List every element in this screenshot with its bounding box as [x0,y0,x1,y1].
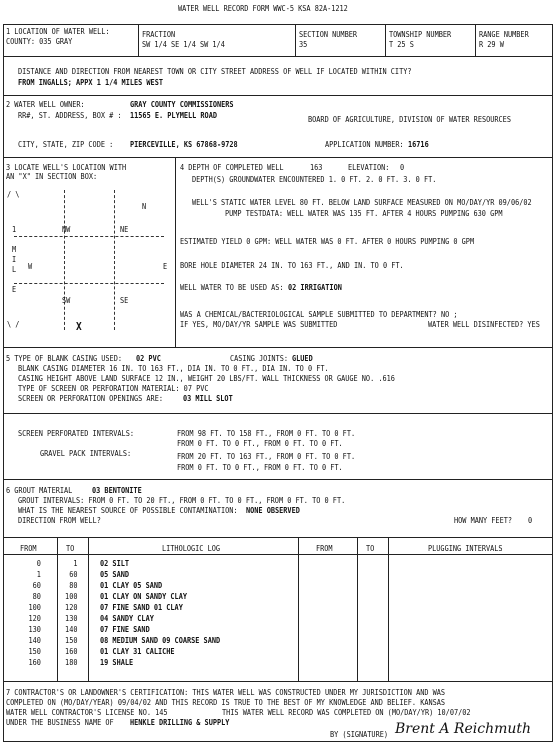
screen-type-line: TYPE OF SCREEN OR PERFORATION MATERIAL: 07 PVC [18,384,209,393]
log-header-lithologic: LITHOLOGIC LOG [162,544,220,553]
log-from: 130 [28,625,41,634]
locate-label: 3 LOCATE WELL'S LOCATION WITH [6,163,127,172]
address-label: RR#, ST. ADDRESS, BOX # : [18,111,122,120]
sw-label: SW [62,296,71,305]
yield-line: ESTIMATED YIELD 0 GPM: WELL WATER WAS 0 FT. AFTER 0 HOURS PUMPING 0 GPM [180,237,475,246]
fraction-label: FRACTION [142,30,176,39]
ne-label: NE [120,225,129,234]
log-desc: 05 SAND [100,570,129,579]
log-to: 130 [65,614,78,623]
log-desc: 04 SANDY CLAY [100,614,154,623]
log-header-from-2: FROM [316,544,333,553]
mile-m: M [12,245,17,254]
section-value: 35 [299,40,308,49]
grout-label: 6 GROUT MATERIAL [6,486,73,495]
certification-line-1: 7 CONTRACTOR'S OR LANDOWNER'S CERTIFICATION: THIS WATER WELL WAS CONSTRUCTED UNDER MY JURISDICTION AND WAS [6,688,446,697]
business-name-value: HENKLE DRILLING & SUPPLY [130,718,230,727]
use-value: 02 IRRIGATION [288,283,342,292]
log-to: 150 [65,636,78,645]
log-to: 1 [73,559,78,568]
groundwater-line: DEPTH(S) GROUNDWATER ENCOUNTERED 1. 0 FT. 2. 0 FT. 3. 0 FT. [192,175,437,184]
openings-value: 03 MILL SLOT [183,394,233,403]
log-desc: 07 FINE SAND 01 CLAY [100,603,183,612]
log-desc: 07 FINE SAND [100,625,150,634]
log-header-plugging: PLUGGING INTERVALS [428,544,503,553]
application-value: 16716 [408,140,429,149]
casing-diameter-line: BLANK CASING DIAMETER 16 IN. TO 163 FT., DIA IN. TO 0 FT., DIA IN. TO 0 FT. [18,364,329,373]
locate-label-2: AN "X" IN SECTION BOX: [6,172,98,181]
log-header-to-2: TO [366,544,375,553]
township-value: T 25 S [389,40,414,49]
contamination-label: WHAT IS THE NEAREST SOURCE OF POSSIBLE CONTAMINATION: [18,506,238,515]
mile-i: I [12,255,17,264]
log-desc: 01 CLAY 31 CALICHE [100,647,175,656]
log-desc: 01 CLAY 05 SAND [100,581,163,590]
log-desc: 08 MEDIUM SAND 09 COARSE SAND [100,636,221,645]
how-many-feet-value: 0 [528,516,533,525]
mile-e: E [12,285,17,294]
owner-value: GRAY COUNTY COMMISSIONERS [130,100,234,109]
contamination-value: NONE OBSERVED [246,506,300,515]
pump-test-line: PUMP TESTDATA: WELL WATER WAS 135 FT. AFTER 4 HOURS PUMPING 630 GPM [225,209,503,218]
screen-intervals-label: SCREEN PERFORATED INTERVALS: [18,429,134,438]
log-from: 150 [28,647,41,656]
owner-label: 2 WATER WELL OWNER: [6,100,85,109]
log-to: 60 [69,570,78,579]
log-from: 60 [32,581,41,590]
gravel-interval-row: FROM 0 FT. TO 0 FT., FROM 0 FT. TO 0 FT. [177,463,343,472]
mile-l: L [12,265,17,274]
township-label: TOWNSHIP NUMBER [389,30,452,39]
log-from: 80 [32,592,41,601]
joints-value: GLUED [292,354,313,363]
board-label: BOARD OF AGRICULTURE, DIVISION OF WATER RESOURCES [308,115,511,124]
direction-label: DIRECTION FROM WELL? [18,516,101,525]
se-label: SE [120,296,129,305]
how-many-feet-label: HOW MANY FEET? [454,516,512,525]
nw-label: NW [62,225,71,234]
screen-interval-row: FROM 0 FT. TO 0 FT., FROM 0 FT. TO 0 FT. [177,439,343,448]
county-value: COUNTY: 035 GRAY [6,37,73,46]
elevation-value: 0 [400,163,405,172]
range-value: R 29 W [479,40,504,49]
license-line: WATER WELL CONTRACTOR'S LICENSE NO. 145 [6,708,168,717]
address-value: 11565 E. PLYMELL ROAD [130,111,217,120]
use-label: WELL WATER TO BE USED AS: [180,283,284,292]
east-label: E [163,262,168,271]
log-header-to: TO [66,544,75,553]
signature: Brent A Reichmuth [395,721,532,737]
joints-label: CASING JOINTS: [230,354,288,363]
log-to: 100 [65,592,78,601]
casing-height-line: CASING HEIGHT ABOVE LAND SURFACE 12 IN., WEIGHT 20 LBS/FT. WALL THICKNESS OR GAUGE NO. .616 [18,374,395,383]
gravel-intervals-label: GRAVEL PACK INTERVALS: [40,449,132,458]
north-mark: N [142,202,147,211]
well-location-x: X [76,320,82,333]
range-label: RANGE NUMBER [479,30,529,39]
distance-value: FROM INGALLS; APPX 1 1/4 MILES WEST [18,78,163,87]
depth-label: 4 DEPTH OF COMPLETED WELL [180,163,284,172]
log-from: 140 [28,636,41,645]
location-label: 1 LOCATION OF WATER WELL: [6,27,110,36]
log-from: 1 [36,570,41,579]
form-title: WATER WELL RECORD FORM WWC-5 KSA 82A-1212 [178,4,348,13]
grout-intervals-line: GROUT INTERVALS: FROM 0 FT. TO 20 FT., FROM 0 FT. TO 0 FT., FROM 0 FT. TO 0 FT. [18,496,346,505]
log-desc: 19 SHALE [100,658,134,667]
chem-sample-line: WAS A CHEMICAL/BACTERIOLOGICAL SAMPLE SUBMITTED TO DEPARTMENT? NO ; [180,310,458,319]
form-border [3,24,553,742]
distance-label: DISTANCE AND DIRECTION FROM NEAREST TOWN OR CITY STREET ADDRESS OF WELL IF LOCATED WITHIN CITY? [18,67,412,76]
disinfected-line: WATER WELL DISINFECTED? YES [428,320,540,329]
business-name-label: UNDER THE BUSINESS NAME OF [6,718,114,727]
log-from: 120 [28,614,41,623]
log-to: 160 [65,647,78,656]
city-value: PIERCEVILLE, KS 67868-9728 [130,140,238,149]
elevation-label: ELEVATION: [348,163,390,172]
log-desc: 02 SILT [100,559,129,568]
log-to: 120 [65,603,78,612]
log-from: 160 [28,658,41,667]
bore-line: BORE HOLE DIAMETER 24 IN. TO 163 FT., AND IN. TO 0 FT. [180,261,404,270]
mile-1: 1 [12,225,17,234]
log-desc: 01 CLAY ON SANDY CLAY [100,592,187,601]
log-to: 180 [65,658,78,667]
log-from: 100 [28,603,41,612]
casing-value: 02 PVC [136,354,161,363]
certification-line-2: COMPLETED ON (MO/DAY/YEAR) 09/04/02 AND THIS RECORD IS TRUE TO THE BEST OF MY KNOWLEDGE AND BELIEF. KANSAS [6,698,446,707]
west-label: W [28,262,33,271]
log-from: 0 [36,559,41,568]
openings-label: SCREEN OR PERFORATION OPENINGS ARE: [18,394,163,403]
log-to: 140 [65,625,78,634]
section-box [14,190,164,333]
signature-label: BY (SIGNATURE) [330,730,388,739]
application-label: APPLICATION NUMBER: [325,140,404,149]
log-to: 80 [69,581,78,590]
fraction-value: SW 1/4 SE 1/4 SW 1/4 [142,40,225,49]
log-header-from: FROM [20,544,37,553]
gravel-interval-row: FROM 20 FT. TO 163 FT., FROM 0 FT. TO 0 FT. [177,452,356,461]
city-label: CITY, STATE, ZIP CODE : [18,140,114,149]
casing-label: 5 TYPE OF BLANK CASING USED: [6,354,122,363]
static-level-line: WELL'S STATIC WATER LEVEL 80 FT. BELOW LAND SURFACE MEASURED ON MO/DAY/YR 09/06/02 [192,198,532,207]
section-label: SECTION NUMBER [299,30,357,39]
screen-interval-row: FROM 98 FT. TO 158 FT., FROM 0 FT. TO 0 FT. [177,429,356,438]
depth-value: 163 [310,163,323,172]
record-completed-line: THIS WATER WELL RECORD WAS COMPLETED ON (MO/DAY/YR) 10/07/02 [222,708,471,717]
sample-date-line: IF YES, MO/DAY/YR SAMPLE WAS SUBMITTED [180,320,338,329]
grout-value: 03 BENTONITE [92,486,142,495]
